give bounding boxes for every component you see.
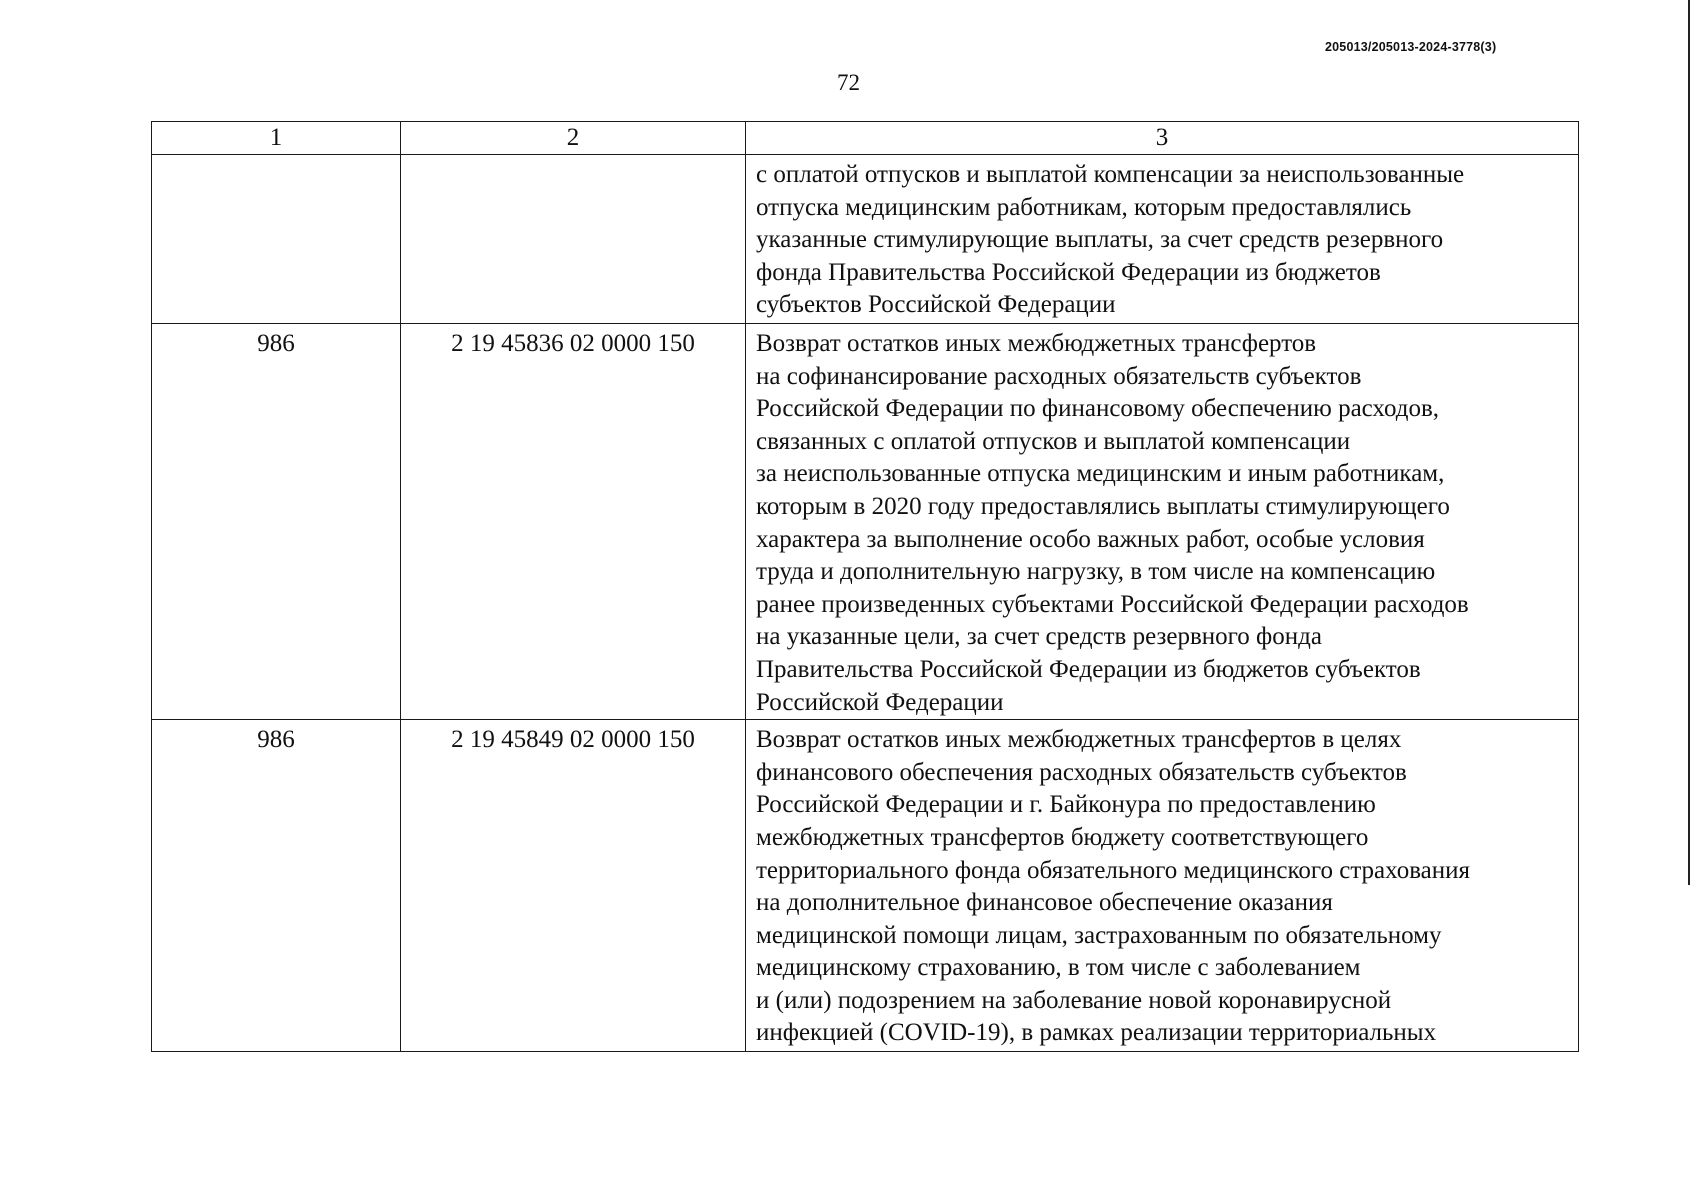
description-line: отпуска медицинским работникам, которым предоставлялись	[756, 193, 1412, 221]
description-line: финансового обеспечения расходных обязательств субъектов	[756, 758, 1407, 786]
description-line: Российской Федерации и г. Байконура по предоставлению	[756, 791, 1376, 819]
description-line: и (или) подозрением на заболевание новой коронавирусной	[756, 986, 1392, 1014]
description-line: на указанные цели, за счет средств резервного фонда	[756, 623, 1322, 651]
table-row	[152, 720, 1579, 1052]
description-line: территориального фонда обязательного медицинского страхования	[756, 856, 1471, 884]
description-line: указанные стимулирующие выплаты, за счет средств резервного	[756, 226, 1444, 254]
document-id: 205013/205013-2024-3778(3)	[1325, 40, 1497, 54]
description-line: Российской Федерации по финансовому обеспечению расходов,	[756, 395, 1440, 423]
column-header-3: 3	[746, 122, 1579, 155]
revenue-code-cell	[401, 155, 746, 324]
page-number: 72	[837, 70, 860, 95]
description-line: характера за выполнение особо важных работ, особые условия	[756, 525, 1425, 553]
description-cell	[746, 720, 1579, 1052]
table-row	[152, 155, 1579, 324]
description-line: медицинскому страхованию, в том числе с заболеванием	[756, 954, 1361, 982]
column-header-2: 2	[401, 122, 746, 155]
description-line: на дополнительное финансовое обеспечение оказания	[756, 889, 1333, 917]
description-line: Российской Федерации	[756, 688, 1004, 716]
description-line: инфекцией (COVID-19), в рамках реализации территориальных	[756, 1019, 1437, 1047]
description-line: Возврат остатков иных межбюджетных трансфертов в целях	[756, 726, 1402, 754]
description-line: межбюджетных трансфертов бюджету соответствующего	[756, 823, 1369, 851]
budget-codes-table	[151, 121, 1579, 1052]
description-line: которым в 2020 году предоставлялись выплаты стимулирующего	[756, 492, 1450, 520]
column-header-1: 1	[152, 122, 401, 155]
admin-code-cell	[152, 155, 401, 324]
revenue-code-cell: 2 19 45849 02 0000 150	[401, 720, 746, 1052]
admin-code-cell: 986	[152, 324, 401, 720]
description-line: субъектов Российской Федерации	[756, 291, 1116, 319]
description-line: с оплатой отпусков и выплатой компенсации за неиспользованные	[756, 161, 1465, 188]
description-line: связанных с оплатой отпусков и выплатой компенсации	[756, 427, 1351, 455]
table-header-row	[152, 122, 1579, 155]
description-line: медицинской помощи лицам, застрахованным по обязательному	[756, 921, 1442, 949]
description-line: ранее произведенных субъектами Российской Федерации расходов	[756, 590, 1469, 618]
description-line: на софинансирование расходных обязательств субъектов	[756, 362, 1362, 390]
description-line: Возврат остатков иных межбюджетных трансфертов	[756, 330, 1317, 357]
description-line: Правительства Российской Федерации из бюджетов субъектов	[756, 655, 1421, 683]
admin-code-cell: 986	[152, 720, 401, 1052]
description-line: труда и дополнительную нагрузку, в том числе на компенсацию	[756, 558, 1436, 586]
page-edge-line	[1688, 0, 1690, 885]
description-line: фонда Правительства Российской Федерации из бюджетов	[756, 258, 1381, 286]
description-cell	[746, 155, 1579, 324]
description-line: за неиспользованные отпуска медицинским и иным работникам,	[756, 460, 1445, 488]
description-cell	[746, 324, 1579, 720]
revenue-code-cell: 2 19 45836 02 0000 150	[401, 324, 746, 720]
table-row	[152, 324, 1579, 720]
